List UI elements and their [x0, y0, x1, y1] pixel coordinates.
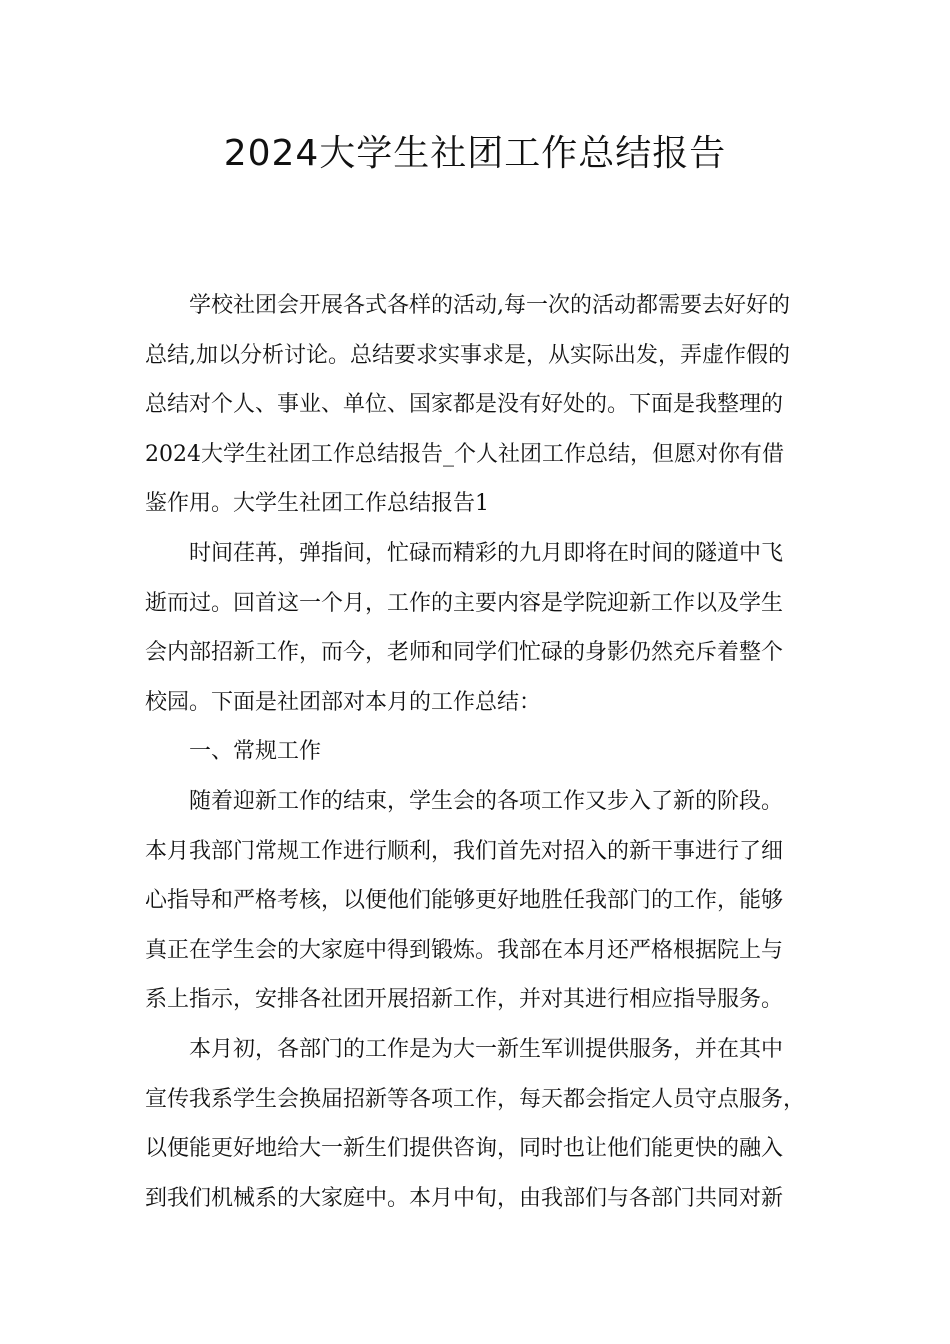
- text-line: 总结,加以分析讨论。总结要求实事求是，从实际出发，弄虚作假的: [145, 342, 790, 368]
- text-line: 本月初，各部门的工作是为大一新生军训提供服务，并在其中: [189, 1036, 784, 1062]
- paragraph-routine-work: [145, 777, 807, 1025]
- text-line: 随着迎新工作的结束，学生会的各项工作又步入了新的阶段。: [189, 788, 784, 814]
- text-line: 心指导和严格考核，以便他们能够更好地胜任我部门的工作，能够: [145, 888, 784, 914]
- text-line: 本月我部门常规工作进行顺利，我们首先对招入的新干事进行了细: [145, 838, 784, 864]
- paragraph-intro: [145, 281, 807, 529]
- text-line: 真正在学生会的大家庭中得到锻炼。我部在本月还严格根据院上与: [145, 937, 784, 963]
- text-line: 2024大学生社团工作总结报告_个人社团工作总结，但愿对你有借: [145, 441, 784, 467]
- text-line: 系上指示，安排各社团开展招新工作，并对其进行相应指导服务。: [145, 987, 784, 1013]
- paragraph-month-start: [145, 1025, 807, 1223]
- text-line: 逝而过。回首这一个月，工作的主要内容是学院迎新工作以及学生: [145, 590, 784, 616]
- text-line: 鉴作用。大学生社团工作总结报告1: [145, 491, 489, 517]
- section-heading-line: 一、常规工作: [189, 739, 322, 765]
- text-line: 总结对个人、事业、单位、国家都是没有好处的。下面是我整理的: [145, 392, 784, 418]
- document-body: [145, 281, 807, 1223]
- document-title: 2024大学生社团工作总结报告: [223, 133, 727, 174]
- text-line: 时间荏苒，弹指间，忙碌而精彩的九月即将在时间的隧道中飞: [189, 540, 784, 566]
- text-line: 以便能更好地给大一新生们提供咨询，同时也让他们能更快的融入: [145, 1136, 784, 1162]
- text-line: 会内部招新工作，而今，老师和同学们忙碌的身影仍然充斥着整个: [145, 640, 784, 666]
- section-heading: [145, 727, 807, 777]
- paragraph-september: [145, 529, 807, 727]
- text-line: 校园。下面是社团部对本月的工作总结：: [145, 689, 542, 715]
- text-line: 宣传我系学生会换届招新等各项工作，每天都会指定人员守点服务，: [145, 1086, 806, 1112]
- text-line: 学校社团会开展各式各样的活动,每一次的活动都需要去好好的: [189, 293, 790, 318]
- text-line: 到我们机械系的大家庭中。本月中旬，由我部们与各部门共同对新: [145, 1185, 784, 1211]
